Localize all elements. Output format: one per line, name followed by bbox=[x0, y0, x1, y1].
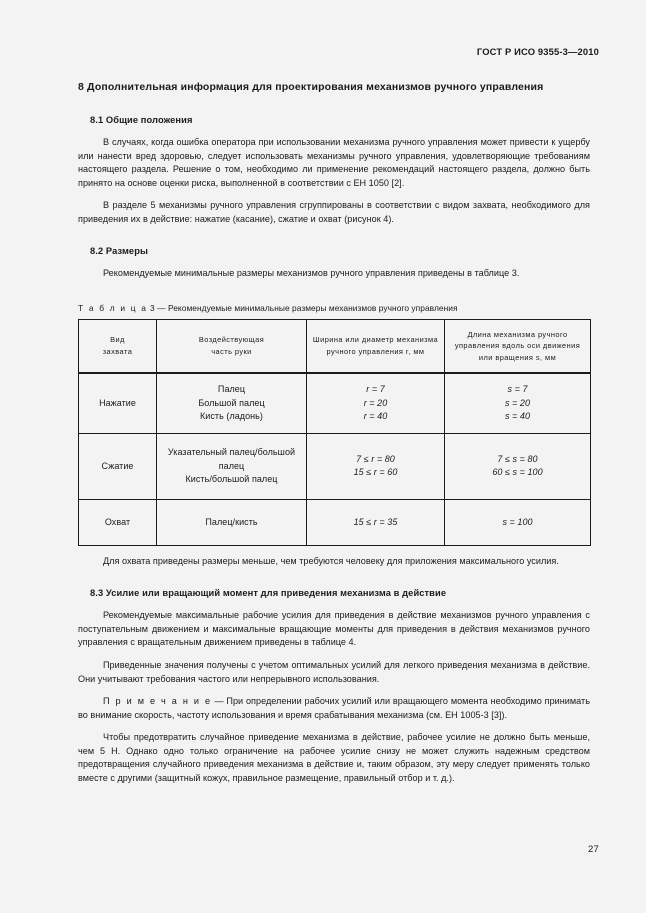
paragraph-8-1-1: В случаях, когда ошибка оператора при использовании механизма ручного управления может привести к ущербу или нанести вред здоровью, следует использовать механизмы ручного управления, удовлетворяющие требованиям настоящего раздела. Решение о том, необходимо ли применение рекомендаций настоящего раздела, должно быть принято на основе оценки риска, выполненной в соответствии с ЕН 1050 [2]. bbox=[78, 137, 590, 188]
running-header-standard-number: ГОСТ Р ИСО 9355-3—2010 bbox=[476, 46, 599, 57]
table-row bbox=[79, 499, 591, 545]
cell-length-values: 7 ≤ s = 80 60 ≤ s = 100 bbox=[445, 433, 591, 499]
cell-hand-part: Палец/кисть bbox=[157, 499, 307, 545]
column-header-grip-type: Вид захвата bbox=[79, 319, 157, 373]
cell-width-values: r = 7 r = 20 r = 40 bbox=[307, 373, 445, 434]
section-8-3-heading: 8.3 Усилие или вращающий момент для приведения механизма в действие bbox=[90, 588, 447, 599]
section-8-2-heading: 8.2 Размеры bbox=[90, 246, 149, 257]
cell-hand-part: Палец Большой палец Кисть (ладонь) bbox=[157, 373, 307, 434]
table-caption-label: Т а б л и ц а bbox=[78, 302, 148, 313]
page-number: 27 bbox=[588, 844, 599, 855]
note-text: — При определении рабочих усилий или вращающего момента необходимо принимать во внимание скорость, частоту использования и время срабатывания механизма (см. ЕН 1005-3 [3]). bbox=[78, 696, 590, 720]
paragraph-8-1-2: В разделе 5 механизмы ручного управления сгруппированы в соответствии с видом захвата, необходимого для приведения их в действие: нажатие (касание), сжатие и охват (рисунок 4). bbox=[78, 200, 590, 224]
note-block bbox=[78, 695, 590, 722]
column-header-width-diameter: Ширина или диаметр механизма ручного управления r, мм bbox=[307, 319, 445, 373]
cell-hand-part: Указательный палец/большой палец Кисть/большой палец bbox=[157, 433, 307, 499]
note-label: П р и м е ч а н и е bbox=[103, 696, 212, 707]
cell-width-values: 7 ≤ r = 80 15 ≤ r = 60 bbox=[307, 433, 445, 499]
cell-grip-type: Охват bbox=[79, 499, 157, 545]
table-3 bbox=[78, 319, 591, 546]
paragraph-8-3-1: Рекомендуемые максимальные рабочие усилия для приведения в действие механизмов ручного управления с поступательным движением и максимальные вращающие моменты для приведения в действия механизмов ручного управления с вращательным движением приведены в таблице 4. bbox=[78, 610, 590, 648]
paragraph-8-2-2: Для охвата приведены размеры меньше, чем требуются человеку для приложения максимального усилия. bbox=[103, 555, 559, 566]
paragraph-8-2-1: Рекомендуемые минимальные размеры механизмов ручного управления приведены в таблице 3. bbox=[103, 268, 520, 279]
table-caption-number: 3 bbox=[150, 302, 155, 313]
column-header-hand-part: Воздействующая часть руки bbox=[157, 319, 307, 373]
cell-length-values: s = 100 bbox=[445, 499, 591, 545]
paragraph-8-3-3: Чтобы предотвратить случайное приведение механизма в действие, рабочее усилие не должно быть меньше, чем 5 Н. Однако одно только ограничение на рабочее усилие снизу не может служить надежным средством предотвращения случайного приведения механизма в действие и, таким образом, эту меру следует применять только вместе с другими (защитный кожух, правильное размещение, правильный отбор и т. д.). bbox=[78, 732, 590, 783]
table-caption-text: — Рекомендуемые минимальные размеры механизмов ручного управления bbox=[157, 302, 458, 313]
table-row bbox=[79, 373, 591, 434]
section-8-1-heading: 8.1 Общие положения bbox=[90, 115, 193, 125]
column-header-length: Длина механизма ручного управления вдоль оси движения или вращения s, мм bbox=[445, 319, 591, 373]
paragraph-8-3-2: Приведенные значения получены с учетом оптимальных усилий для легкого приведения механизма в действие. Они учитывают требования частого или непрерывного использования. bbox=[78, 660, 590, 684]
cell-width-values: 15 ≤ r = 35 bbox=[307, 499, 445, 545]
table-row bbox=[79, 433, 591, 499]
cell-grip-type: Нажатие bbox=[79, 373, 157, 434]
table-3-caption bbox=[78, 303, 590, 313]
section-8-heading: 8 Дополнительная информация для проектирования механизмов ручного управления bbox=[78, 81, 544, 93]
cell-grip-type: Сжатие bbox=[79, 433, 157, 499]
page-content bbox=[78, 80, 590, 785]
table-header-row bbox=[79, 319, 591, 373]
cell-length-values: s = 7 s = 20 s = 40 bbox=[445, 373, 591, 434]
